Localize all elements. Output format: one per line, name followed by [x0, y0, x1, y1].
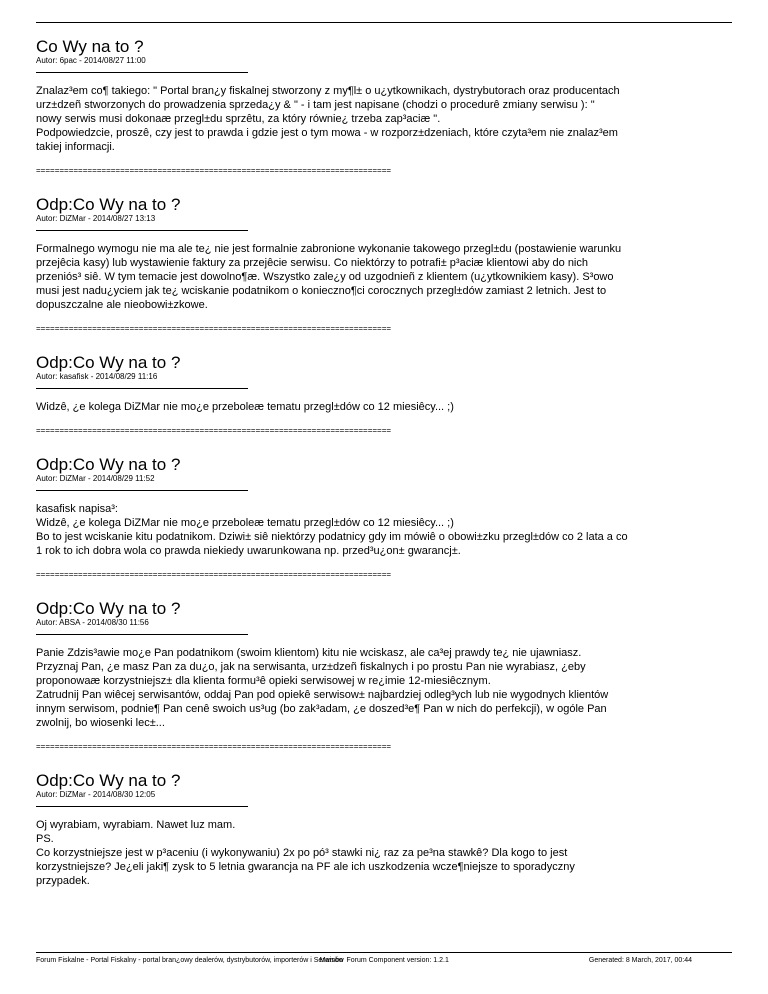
footer-site-text: Forum Fiskalne - Portal Fiskalny - portal bran¿owy dealerów, dystrybutorów, importerów i Serwisów	[36, 957, 344, 964]
post-meta-rule	[36, 490, 248, 491]
post-meta: Autor: ABSA - 2014/08/30 11:56	[36, 618, 149, 627]
post	[36, 353, 736, 436]
post-body: Panie Zdzis³awie mo¿e Pan podatnikom (swoim klientom) kitu nie wciskasz, ale ca³ej prawdy te¿ nie ujawniasz. Przyznaj Pan, ¿e masz Pan za du¿o, jak na serwisanta, urz±dzeñ fiskalnych i po prostu Pan nie wyrabiasz, ¿eby proponowaæ korzystniejsz± dla klienta formu³ê opieki serwisowej w re¿imie 12-miesiêcznym. Zatrudnij Pan wiêcej serwisantów, oddaj Pan pod opiekê serwisow± najbardziej odleg³ych lub nie wygodnych klientów innym serwisom, podnie¶ Pan cenê swoich us³ug (bo zak³adam, ¿e doszed³e¶ Pan w nich do perfekcji), w ogóle Pan zwolnij, bo wiosenki lec±...	[36, 647, 609, 729]
top-rule	[36, 22, 732, 23]
post	[36, 37, 736, 176]
post	[36, 771, 736, 888]
post-title: Odp:Co Wy na to ?	[36, 599, 181, 618]
post-separator: ============================================================================	[36, 426, 392, 435]
post-meta-rule	[36, 806, 248, 807]
post-meta: Autor: DiZMar - 2014/08/29 11:52	[36, 474, 155, 483]
post	[36, 195, 736, 334]
post-meta: Autor: 6pac - 2014/08/27 11:00	[36, 56, 146, 65]
post-body: Oj wyrabiam, wyrabiam. Nawet luz mam. PS. Co korzystniejsze jest w p³aceniu (i wykonywaniu) 2x po pó³ stawki ni¿ raz za pe³na stawkê? Dla kogo to jest korzystniejsze? Je¿eli jaki¶ zysk to 5 letnia gwarancja na PF ale ich uszkodzenia wcze¶niejsze to sporadyczny przypadek.	[36, 819, 575, 887]
post-meta: Autor: kasafisk - 2014/08/29 11:16	[36, 372, 158, 381]
post-meta-rule	[36, 230, 248, 231]
post-title: Odp:Co Wy na to ?	[36, 195, 181, 214]
post-meta: Autor: DiZMar - 2014/08/27 13:13	[36, 214, 156, 223]
post	[36, 599, 736, 752]
post-title: Co Wy na to ?	[36, 37, 144, 56]
post-title: Odp:Co Wy na to ?	[36, 353, 181, 372]
post-meta-rule	[36, 72, 248, 73]
post-body: Znalaz³em co¶ takiego: " Portal bran¿y fiskalnej stworzony z my¶l± o u¿ytkownikach, dystrybutorach oraz producentach urz±dzeñ stworzonych do prowadzenia sprzeda¿y & " - i tam jest napisane (chodzi o procedurê zmiany serwisu ): " nowy serwis musi dokonaæ przegl±du sprzêtu, za który równie¿ trzeba zap³aciæ ". Podpowiedzcie, proszê, czy jest to prawda i gdzie jest o tym mowa - w rozporz±dzeniach, które czyta³em nie znalaz³em takiej informacji.	[36, 85, 620, 153]
post-body: Formalnego wymogu nie ma ale te¿ nie jest formalnie zabronione wykonanie takowego przegl±du (postawienie warunku przejêcia kasy) lub wystawienie faktury za przejêcie serwisu. Co niektórzy to potrafi± p³aciæ klientowi aby do nich przeniós³ siê. W tym temacie jest dowolno¶æ. Wszystko zale¿y od uzgodnieñ z klientem (u¿ytkownikiem kasy). S³owo musi jest nadu¿yciem jak te¿ wciskanie podatnikom o konieczno¶ci corocznych przegl±dów zamiast 2 letnich. Jest to dopuszczalne ale nieobowi±zkowe.	[36, 243, 622, 311]
post-meta: Autor: DiZMar - 2014/08/30 12:05	[36, 790, 156, 799]
post-list	[36, 37, 736, 888]
footer-site-name	[36, 956, 449, 965]
footer-generated-date: Generated: 8 March, 2017, 00:44	[588, 957, 692, 964]
post-title: Odp:Co Wy na to ?	[36, 771, 181, 790]
post	[36, 455, 736, 580]
page-footer	[36, 952, 732, 964]
footer-component-version: Mambo Forum Component version: 1.2.1	[319, 957, 449, 964]
post-separator: ============================================================================	[36, 324, 392, 333]
post-body: kasafisk napisa³: Widzê, ¿e kolega DiZMar nie mo¿e przeboleæ tematu przegl±dów co 12 miesiêcy... ;) Bo to jest wciskanie kitu podatnikom. Dziwi± siê niektórzy podatnicy gdy im mówiê o obowi±zku przegl±dów co 2 lata a co 1 rok to ich dobra wola co prawda niekiedy uwarunkowana np. przed³u¿on± gwarancj±.	[36, 503, 628, 557]
post-separator: ============================================================================	[36, 166, 392, 175]
post-meta-rule	[36, 634, 248, 635]
post-title: Odp:Co Wy na to ?	[36, 455, 181, 474]
post-meta-rule	[36, 388, 248, 389]
post-separator: ============================================================================	[36, 570, 392, 579]
post-body: Widzê, ¿e kolega DiZMar nie mo¿e przeboleæ tematu przegl±dów co 12 miesiêcy... ;)	[36, 401, 454, 413]
post-separator: ============================================================================	[36, 742, 392, 751]
